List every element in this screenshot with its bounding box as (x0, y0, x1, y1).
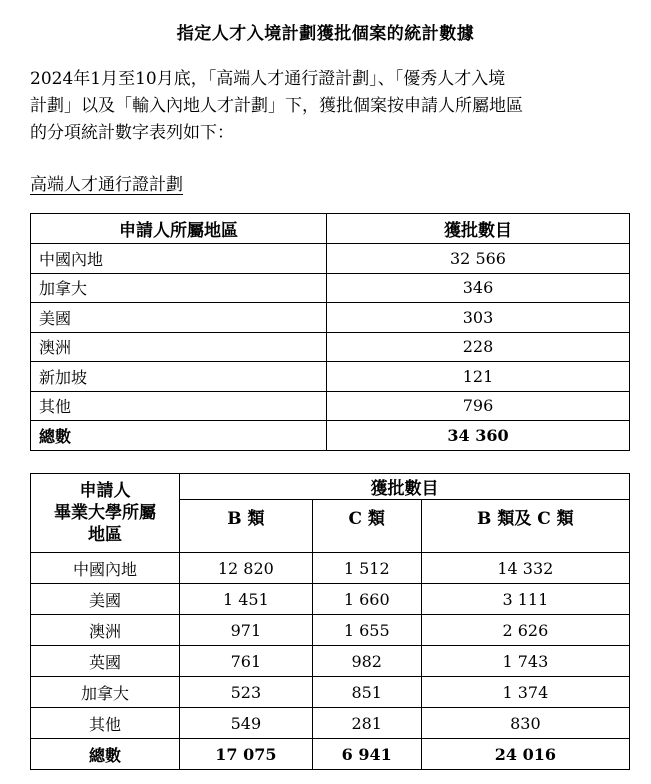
count-cell: 228 (327, 332, 630, 362)
total-label: 總數 (31, 421, 327, 451)
region-cell: 加拿大 (31, 273, 327, 303)
total-row (31, 421, 630, 451)
region-cell: 英國 (31, 646, 180, 677)
total-bc: 24 016 (421, 739, 629, 770)
total-count: 34 360 (327, 421, 630, 451)
bc-cell: 3 111 (421, 584, 629, 615)
b-cell: 12 820 (180, 553, 313, 584)
bc-cell: 14 332 (421, 553, 629, 584)
table-row (31, 244, 630, 274)
region-cell: 美國 (31, 303, 327, 333)
b-cell: 1 451 (180, 584, 313, 615)
c-cell: 1 512 (312, 553, 421, 584)
c-cell: 1 660 (312, 584, 421, 615)
region-cell: 其他 (31, 391, 327, 421)
intro-paragraph (30, 66, 630, 147)
b-cell: 971 (180, 615, 313, 646)
bc-cell: 1 374 (421, 677, 629, 708)
table-row (31, 273, 630, 303)
b-cell: 761 (180, 646, 313, 677)
category-bc-header: B 類及 C 類 (421, 500, 629, 553)
table-row (31, 303, 630, 333)
c-cell: 1 655 (312, 615, 421, 646)
bc-cell: 830 (421, 708, 629, 739)
region-approvals-table (30, 213, 630, 451)
b-cell: 549 (180, 708, 313, 739)
region-cell: 中國內地 (31, 553, 180, 584)
total-b: 17 075 (180, 739, 313, 770)
c-cell: 281 (312, 708, 421, 739)
intro-line: 2024年1月至10月底，「高端人才通行證計劃」、「優秀人才入境 (30, 69, 506, 89)
region-cell: 中國內地 (31, 244, 327, 274)
region-column-header: 申請人所屬地區 (31, 214, 327, 244)
approvals-group-header: 獲批數目 (180, 474, 630, 500)
table-row (31, 553, 630, 584)
count-column-header: 獲批數目 (327, 214, 630, 244)
university-region-table (30, 473, 630, 770)
table-row (31, 362, 630, 392)
bc-cell: 1 743 (421, 646, 629, 677)
count-cell: 796 (327, 391, 630, 421)
category-b-header: B 類 (180, 500, 313, 553)
region-cell: 澳洲 (31, 332, 327, 362)
section-heading: 高端人才通行證計劃 (30, 175, 183, 195)
total-c: 6 941 (312, 739, 421, 770)
region-cell: 加拿大 (31, 677, 180, 708)
table-row (31, 332, 630, 362)
total-label: 總數 (31, 739, 180, 770)
region-cell: 澳洲 (31, 615, 180, 646)
count-cell: 346 (327, 273, 630, 303)
c-cell: 982 (312, 646, 421, 677)
header-line: 畢業大學所屬 (54, 503, 156, 523)
table-header-row (31, 474, 630, 500)
count-cell: 32 566 (327, 244, 630, 274)
region-cell: 美國 (31, 584, 180, 615)
table-row (31, 677, 630, 708)
c-cell: 851 (312, 677, 421, 708)
intro-line: 計劃」以及「輸入內地人才計劃」下，獲批個案按申請人所屬地區 (30, 96, 523, 116)
count-cell: 303 (327, 303, 630, 333)
table-header-row (31, 214, 630, 244)
intro-line: 的分項統計數字表列如下： (30, 123, 234, 143)
region-cell: 新加坡 (31, 362, 327, 392)
bc-cell: 2 626 (421, 615, 629, 646)
table-row (31, 391, 630, 421)
b-cell: 523 (180, 677, 313, 708)
total-row (31, 739, 630, 770)
count-cell: 121 (327, 362, 630, 392)
table-row (31, 646, 630, 677)
header-line: 地區 (88, 525, 122, 545)
table-row (31, 584, 630, 615)
region-cell: 其他 (31, 708, 180, 739)
header-line: 申請人 (79, 481, 131, 501)
university-region-header (31, 474, 180, 553)
table-row (31, 615, 630, 646)
document-title: 指定人才入境計劃獲批個案的統計數據 (176, 24, 475, 44)
category-c-header: C 類 (312, 500, 421, 553)
table-row (31, 708, 630, 739)
